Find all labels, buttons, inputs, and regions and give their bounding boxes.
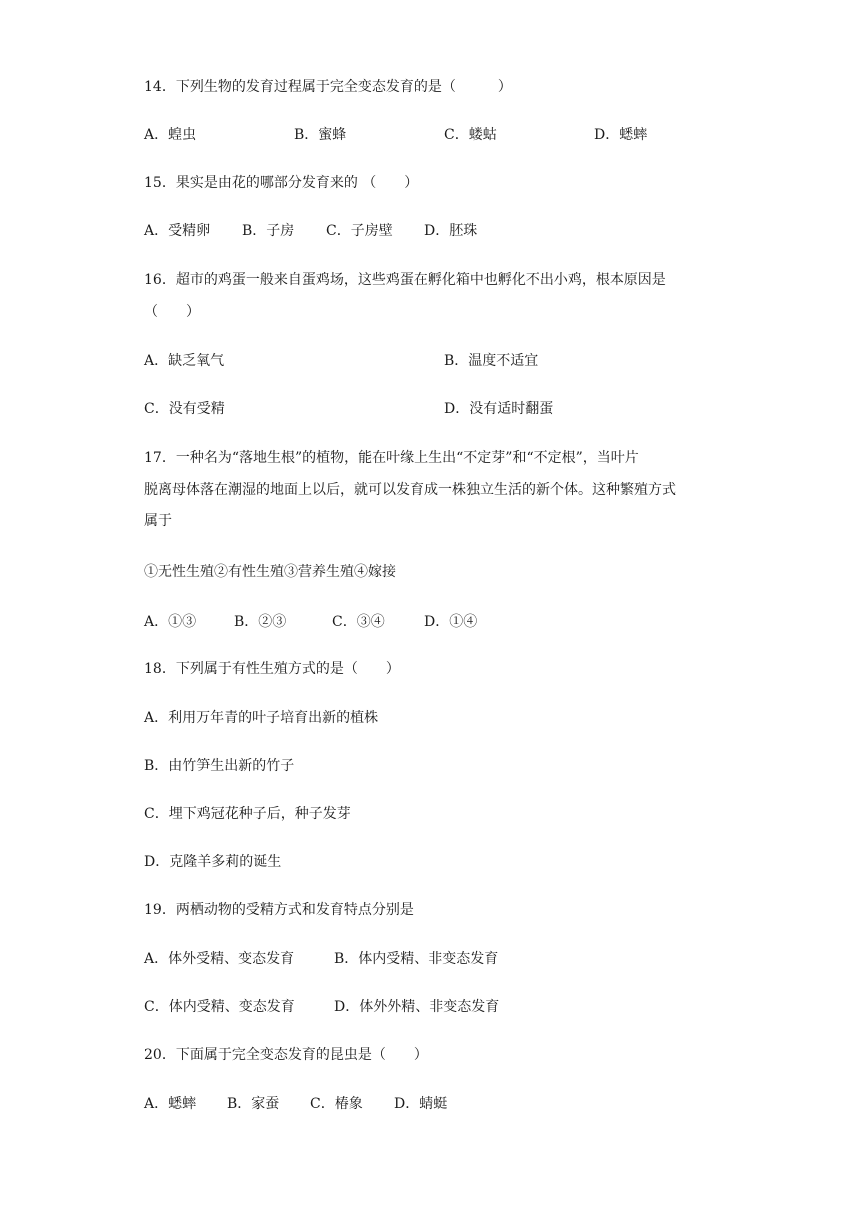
- question-18-option-b: B．由竹笋生出新的竹子: [144, 758, 295, 774]
- option-c: C．体内受精、变态发育: [144, 999, 295, 1015]
- question-18-stem: 18．下列属于有性生殖方式的是（ ）: [144, 661, 400, 677]
- question-17-statement: ①无性生殖②有性生殖③营养生殖④嫁接: [144, 564, 396, 580]
- question-16-stem-line-1: 16．超市的鸡蛋一般来自蛋鸡场，这些鸡蛋在孵化箱中也孵化不出小鸡，根本原因是: [144, 272, 666, 288]
- question-19-stem: 19．两栖动物的受精方式和发育特点分别是: [144, 902, 414, 918]
- option-c: C．蝼蛄: [444, 127, 497, 143]
- option-d: D．蟋蟀: [594, 127, 648, 143]
- question-16-stem-line-2: （ ）: [144, 304, 200, 320]
- option-a: A．受精卵: [144, 223, 211, 239]
- option-a: A．蝗虫: [144, 127, 197, 143]
- option-d: D．没有适时翻蛋: [444, 401, 554, 417]
- option-c: C．椿象: [310, 1096, 363, 1112]
- option-b: B．蜜蜂: [294, 127, 347, 143]
- option-b: B．体内受精、非变态发育: [334, 951, 499, 967]
- question-18-option-c: C．埋下鸡冠花种子后，种子发芽: [144, 806, 351, 822]
- question-17-stem-line-2: 脱离母体落在潮湿的地面上以后，就可以发育成一株独立生活的新个体。这种繁殖方式: [144, 482, 676, 498]
- option-b: B．②③: [234, 614, 287, 630]
- question-17-stem-line-3: 属于: [144, 513, 172, 529]
- option-d: D．蜻蜓: [394, 1096, 448, 1112]
- option-d: D．体外外精、非变态发育: [334, 999, 500, 1015]
- question-18-option-d: D．克隆羊多莉的诞生: [144, 854, 282, 870]
- option-c: C．③④: [332, 614, 385, 630]
- option-a: A．缺乏氧气: [144, 353, 225, 369]
- question-14-stem: 14．下列生物的发育过程属于完全变态发育的是（ ）: [144, 79, 512, 95]
- option-d: D．①④: [424, 614, 478, 630]
- option-a: A．①③: [144, 614, 197, 630]
- question-20-stem: 20．下面属于完全变态发育的昆虫是（ ）: [144, 1047, 428, 1063]
- option-c: C．没有受精: [144, 401, 225, 417]
- question-17-stem-line-1: 17．一种名为“落地生根”的植物，能在叶缘上生出“不定芽”和“不定根”，当叶片: [144, 450, 639, 466]
- question-15-stem: 15．果实是由花的哪部分发育来的 （ ）: [144, 175, 419, 191]
- option-a: A．蟋蟀: [144, 1096, 197, 1112]
- option-b: B．家蚕: [227, 1096, 280, 1112]
- question-18-option-a: A．利用万年青的叶子培育出新的植株: [144, 710, 379, 726]
- option-a: A．体外受精、变态发育: [144, 951, 295, 967]
- option-d: D．胚珠: [424, 223, 478, 239]
- option-c: C．子房壁: [326, 223, 393, 239]
- option-b: B．温度不适宜: [444, 353, 539, 369]
- option-b: B．子房: [242, 223, 295, 239]
